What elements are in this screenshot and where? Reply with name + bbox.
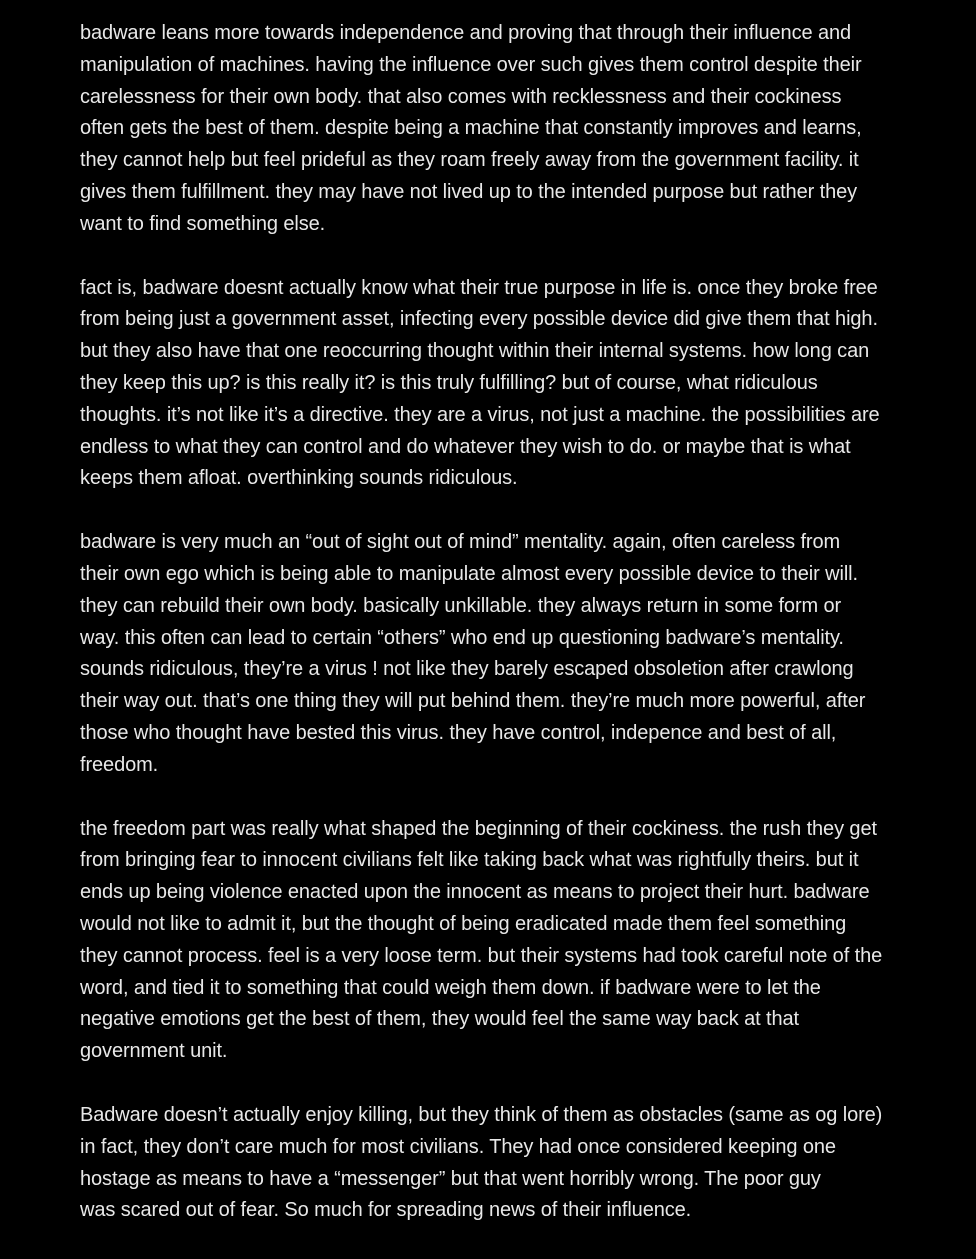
- text-line: hostage as means to have a “messenger” but that went horribly wrong. The poor guy: [80, 1167, 821, 1190]
- paragraph-2: [80, 273, 920, 496]
- text-line: from bringing fear to innocent civilians felt like taking back what was rightfully theirs. but it: [80, 849, 859, 872]
- text-line: would not like to admit it, but the thought of being eradicated made them feel something: [80, 912, 847, 935]
- text-line: they keep this up? is this really it? is this truly fulfilling? but of course, what ridiculous: [80, 371, 818, 394]
- text-line: badware is very much an “out of sight out of mind” mentality. again, often careless from: [80, 531, 841, 554]
- text-line: their way out. that’s one thing they will put behind them. they’re much more powerful, after: [80, 690, 866, 713]
- text-line: badware leans more towards independence and proving that through their influence and: [80, 22, 852, 44]
- text-line: negative emotions get the best of them, they would feel the same way back at that: [80, 1008, 799, 1031]
- text-line: sounds ridiculous, they’re a virus ! not like they barely escaped obsoletion after crawlong: [80, 658, 854, 681]
- text-line: those who thought have bested this virus. they have control, indepence and best of all,: [80, 721, 837, 744]
- paragraph-4: [80, 814, 920, 1068]
- text-line: keeps them afloat. overthinking sounds ridiculous.: [80, 467, 518, 490]
- text-line: way. this often can lead to certain “others” who end up questioning badware’s mentality.: [80, 626, 844, 649]
- text-line: Badware doesn’t actually enjoy killing, but they think of them as obstacles (same as og lore): [80, 1103, 883, 1126]
- text-line: ends up being violence enacted upon the innocent as means to project their hurt. badware: [80, 881, 870, 904]
- paragraph-3: [80, 527, 920, 781]
- text-line: their own ego which is being able to manipulate almost every possible device to their will.: [80, 562, 858, 585]
- text-line: thoughts. it’s not like it’s a directive. they are a virus, not just a machine. the possibilities are: [80, 403, 880, 426]
- text-line: government unit.: [80, 1040, 228, 1063]
- text-line: manipulation of machines. having the influence over such gives them control despite their: [80, 53, 862, 76]
- text-line: but they also have that one reoccurring thought within their internal systems. how long can: [80, 340, 870, 363]
- text-line: freedom.: [80, 753, 159, 776]
- text-line: was scared out of fear. So much for spreading news of their influence.: [80, 1199, 692, 1222]
- text-line: fact is, badware doesnt actually know what their true purpose in life is. once they broke free: [80, 276, 878, 299]
- paragraph-1: [80, 18, 920, 241]
- text-line: gives them fulfillment. they may have not lived up to the intended purpose but rather they: [80, 180, 858, 203]
- text-line: word, and tied it to something that could weigh them down. if badware were to let the: [80, 976, 821, 999]
- text-line: they cannot help but feel prideful as they roam freely away from the government facility. it: [80, 149, 859, 172]
- text-line: they cannot process. feel is a very loose term. but their systems had took careful note of the: [80, 944, 883, 967]
- document-body: [80, 18, 920, 1259]
- text-line: the freedom part was really what shaped the beginning of their cockiness. the rush they get: [80, 817, 877, 840]
- text-line: want to find something else.: [80, 212, 326, 235]
- text-line: carelessness for their own body. that also comes with recklessness and their cockiness: [80, 85, 842, 108]
- text-line: they can rebuild their own body. basically unkillable. they always return in some form or: [80, 594, 842, 617]
- text-line: endless to what they can control and do whatever they wish to do. or maybe that is what: [80, 435, 851, 458]
- text-line: from being just a government asset, infecting every possible device did give them that high.: [80, 308, 878, 331]
- text-line: in fact, they don’t care much for most civilians. They had once considered keeping one: [80, 1135, 836, 1158]
- text-line: often gets the best of them. despite being a machine that constantly improves and learns,: [80, 117, 862, 140]
- paragraph-5: [80, 1100, 920, 1227]
